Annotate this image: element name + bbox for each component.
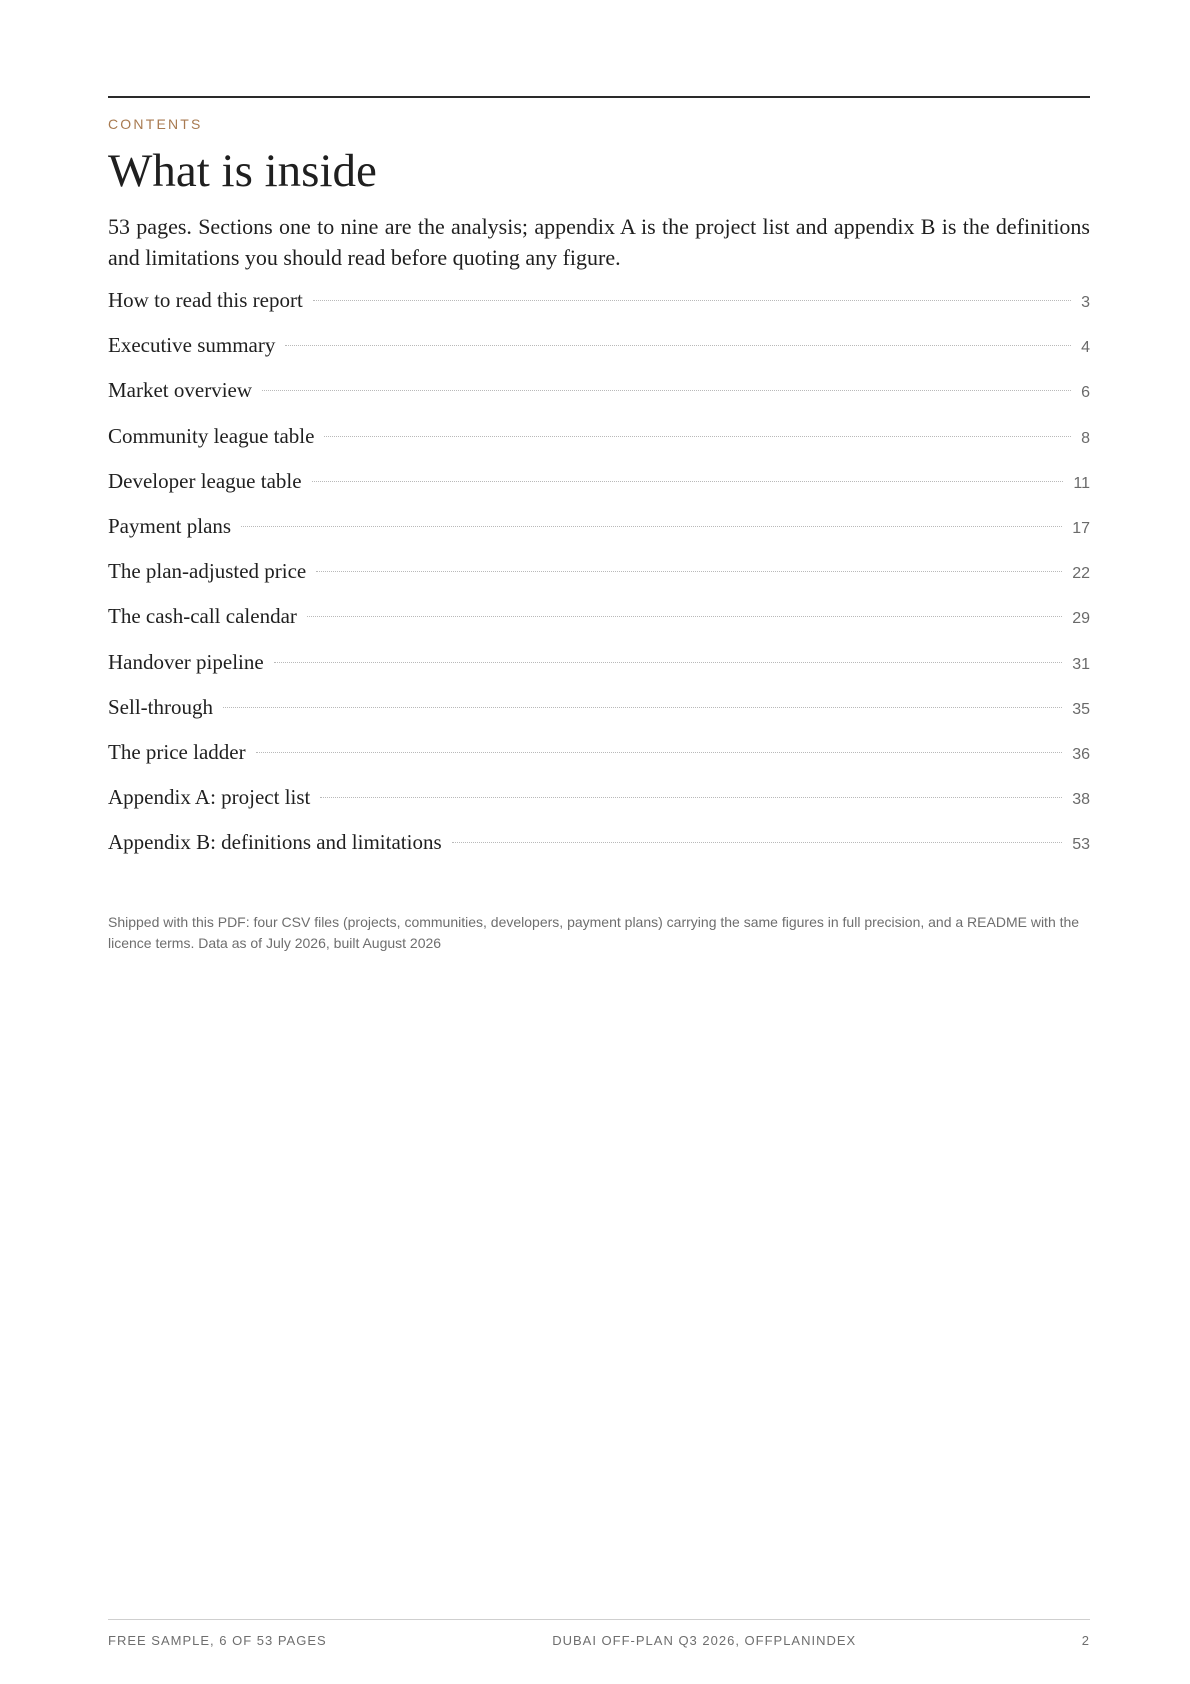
- toc-entry[interactable]: [108, 288, 1090, 333]
- toc-entry-label: The plan-adjusted price: [108, 559, 307, 584]
- shipping-note: Shipped with this PDF: four CSV files (projects, communities, developers, payment plans) carrying the same figures in full precision, and a README with the licence terms. Data as of July 2026, built August 2026: [108, 914, 1080, 951]
- toc-entry-label: Executive summary: [108, 333, 276, 358]
- toc-entry[interactable]: [108, 785, 1090, 830]
- toc-entry-label: Appendix A: project list: [108, 785, 311, 810]
- toc-entry-label: Payment plans: [108, 513, 232, 538]
- toc-entry-label: Community league table: [108, 423, 315, 448]
- toc-leader: [223, 707, 1062, 708]
- toc-entry-page: 53: [1072, 836, 1090, 854]
- toc-leader: [452, 842, 1063, 843]
- table-of-contents: [108, 288, 1090, 875]
- toc-entry[interactable]: [108, 830, 1090, 875]
- toc-entry-page: 31: [1072, 655, 1090, 673]
- toc-entry[interactable]: [108, 514, 1090, 559]
- footer-sample-label: FREE SAMPLE, 6 OF 53 PAGES: [108, 1633, 327, 1648]
- toc-entry-label: Sell-through: [108, 694, 213, 719]
- toc-entry-page: 4: [1081, 339, 1090, 357]
- toc-entry[interactable]: [108, 424, 1090, 469]
- toc-leader: [285, 345, 1071, 346]
- toc-leader: [274, 662, 1063, 663]
- toc-leader: [256, 752, 1063, 753]
- toc-entry-label: How to read this report: [108, 288, 303, 312]
- toc-leader: [307, 616, 1062, 617]
- toc-entry-page: 38: [1072, 791, 1090, 809]
- toc-entry-page: 36: [1072, 745, 1090, 763]
- toc-entry-label: Market overview: [108, 378, 253, 403]
- top-rule: [108, 96, 1090, 98]
- toc-entry[interactable]: [108, 650, 1090, 695]
- toc-entry-page: 35: [1072, 700, 1090, 718]
- toc-entry-label: The price ladder: [108, 739, 246, 764]
- toc-entry-page: 29: [1072, 610, 1090, 628]
- toc-entry-page: 17: [1072, 519, 1090, 537]
- toc-entry[interactable]: [108, 604, 1090, 649]
- footer-page-number: 2: [1081, 1633, 1090, 1648]
- toc-entry-label: Developer league table: [108, 468, 302, 493]
- toc-entry[interactable]: [108, 559, 1090, 604]
- toc-entry-label: Appendix B: definitions and limitations: [108, 830, 442, 855]
- toc-leader: [312, 481, 1064, 482]
- section-kicker: CONTENTS: [108, 116, 203, 132]
- page-footer: [108, 1633, 1090, 1648]
- toc-entry-page: 11: [1073, 474, 1090, 492]
- toc-entry-page: 22: [1072, 565, 1090, 583]
- toc-entry-label: Handover pipeline: [108, 649, 264, 674]
- toc-leader: [241, 526, 1062, 527]
- toc-entry[interactable]: [108, 333, 1090, 378]
- footer-rule: [108, 1619, 1090, 1620]
- toc-entry[interactable]: [108, 469, 1090, 514]
- toc-leader: [324, 436, 1071, 437]
- toc-entry-page: 6: [1081, 384, 1090, 402]
- toc-leader: [262, 390, 1071, 391]
- page-title: What is inside: [108, 145, 377, 197]
- intro-paragraph: 53 pages. Sections one to nine are the analysis; appendix A is the project list and appendix B is the definitions and limitations you should read before quoting any figure.: [108, 214, 1090, 270]
- toc-entry-label: The cash-call calendar: [108, 604, 297, 629]
- toc-entry[interactable]: [108, 378, 1090, 423]
- toc-leader: [320, 797, 1062, 798]
- toc-leader: [316, 571, 1062, 572]
- toc-entry[interactable]: [108, 695, 1090, 740]
- toc-entry-page: 8: [1081, 429, 1090, 447]
- toc-leader: [313, 300, 1071, 301]
- footer-report-title: DUBAI OFF-PLAN Q3 2026, OFFPLANINDEX: [552, 1633, 857, 1648]
- toc-entry[interactable]: [108, 740, 1090, 785]
- toc-entry-page: 3: [1081, 294, 1090, 311]
